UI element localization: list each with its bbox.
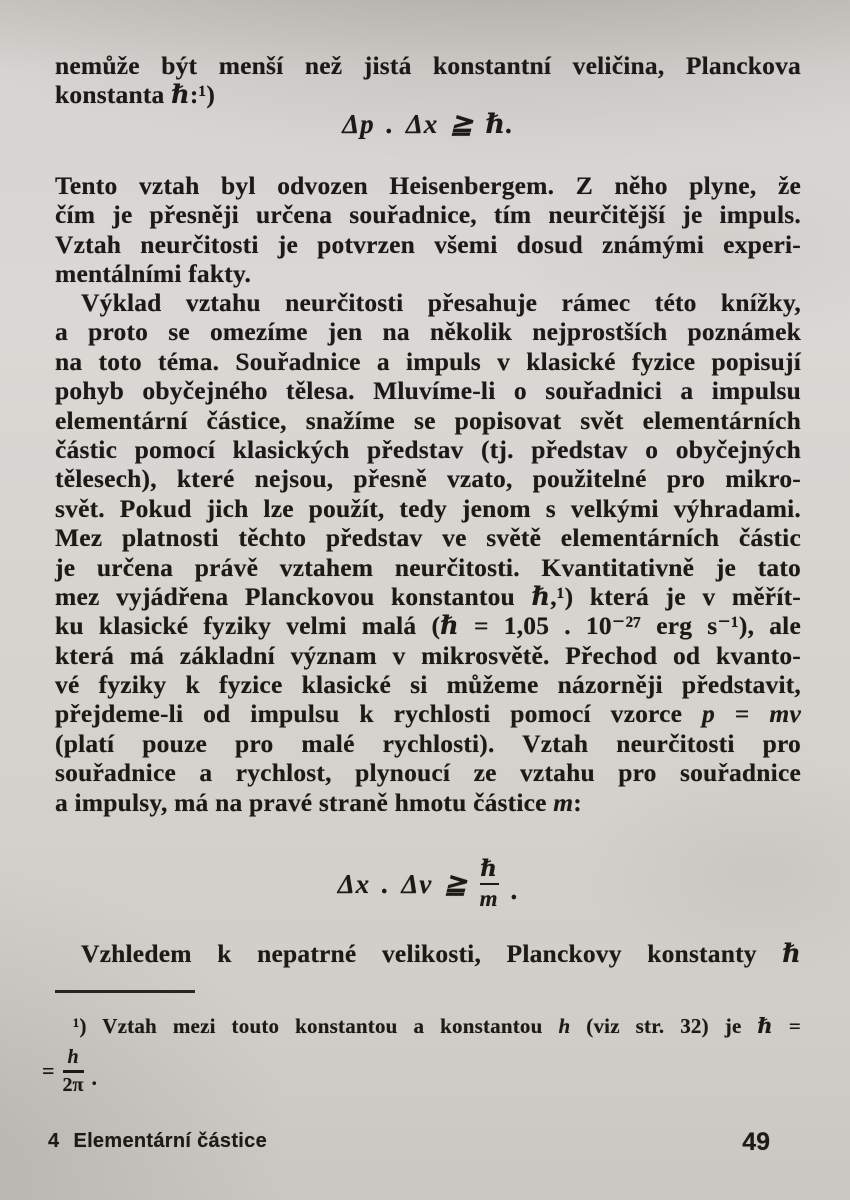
text-line: (platí pouze pro malé rychlosti). Vztah neurčitosti pro (55, 728, 801, 758)
text-segment: a impulsy, má na pravé straně hmotu částice (55, 787, 554, 817)
variable-h: h (558, 1014, 571, 1038)
fraction-denominator: m (479, 886, 499, 912)
text-line: Vztah neurčitosti je potvrzen všemi dosud známými experi- (55, 229, 801, 259)
equation-momentum-position-uncertainty (55, 106, 801, 142)
text-line: čím je přesněji určena souřadnice, tím neurčitější je impuls. (55, 200, 801, 230)
equals-sign: = (714, 699, 770, 729)
text-line: na toto téma. Souřadnice a impuls v klasické fyzice popisují (55, 346, 801, 376)
text-line: a proto se omezíme jen na několik nejprostších poznámek (55, 317, 801, 347)
equation-period: . (510, 875, 519, 905)
text-segment: (viz str. 32) je ℏ = (570, 1014, 801, 1038)
equals-sign: = (42, 1058, 55, 1084)
text-line-particle-mass (55, 788, 801, 817)
equation-left-side: Δx . Δv ≧ (337, 869, 468, 899)
equation-expression: Δp . Δx ≧ ℏ. (342, 109, 514, 139)
fraction-bar (480, 883, 499, 886)
text-line: pohyb obyčejného tělesa. Mluvíme-li o souřadnici a impulsu (55, 376, 801, 406)
text-line: vé fyziky k fyzice klasické si můžeme názorněji představit, (55, 670, 801, 700)
text-line: mentálními fakty. (55, 259, 252, 289)
page-number: 49 (742, 1128, 770, 1156)
text-line: svět. Pokud jich lze použít, tedy jenom s velkými výhradami. (55, 493, 801, 523)
text-line: která má základní význam v mikrosvětě. Přechod od kvanto- (55, 640, 801, 670)
text-line: elementární částice, snažíme se popisovat svět elementárních (55, 405, 801, 435)
equation-velocity-uncertainty (55, 842, 801, 926)
text-line: ku klasické fyziky velmi malá (ℏ = 1,05 . 10⁻²⁷ erg s⁻¹), ale (55, 611, 801, 641)
footnote-fraction-line (42, 1046, 97, 1097)
text-line: částic pomocí klasických představ (tj. představ o obyčejných (55, 434, 801, 464)
text-segment: ¹) Vztah mezi touto konstantou a konstantou (73, 1014, 559, 1038)
fraction-hbar-over-m (480, 856, 499, 913)
colon: : (573, 787, 582, 817)
text-line: nemůže být menší než jistá konstantní veličina, Planckova (55, 51, 801, 80)
variable-m: m (769, 699, 790, 729)
text-line: konstanta ℏ:¹) (55, 80, 216, 110)
fraction-numerator: ℏ (480, 855, 498, 881)
footnote-period: . (91, 1065, 98, 1091)
footnote-line (55, 1013, 801, 1040)
variable-m: m (553, 787, 574, 817)
footnote (55, 1013, 801, 1040)
text-line: Vzhledem k nepatrné velikosti, Planckovy konstanty ℏ (81, 939, 801, 968)
variable-v: v (789, 699, 801, 729)
fraction-bar (63, 1070, 84, 1073)
fraction-numerator: h (67, 1046, 79, 1068)
fraction-h-over-2pi (63, 1046, 84, 1097)
text-line: mez vyjádřena Planckovou konstantou ℏ,¹) která je v měřít- (55, 581, 801, 611)
text-line: Tento vztah byl odvozen Heisenbergem. Z něho plyne, že (55, 171, 801, 200)
book-title: Elementární částice (73, 1130, 268, 1152)
paragraph-planck-constant (55, 51, 801, 110)
text-segment: přejdeme-li od impulsu k rychlosti pomocí vzorce (55, 699, 702, 729)
text-line: Mez platnosti těchto představ ve světě elementárních částic (55, 523, 801, 553)
text-line: je určena právě vztahem neurčitosti. Kvantitativně je tato (55, 552, 801, 582)
variable-p: p (702, 699, 715, 729)
running-footer (48, 1130, 267, 1153)
text-line: Výklad vztahu neurčitosti přesahuje rámec této knížky, (81, 288, 801, 317)
text-line: tělesech), které nejsou, přesně vzato, použitelné pro mikro- (55, 464, 801, 494)
paragraph-heisenberg (55, 171, 801, 289)
text-line: souřadnice a rychlost, plynoucí ze vztahu pro souřadnice (55, 758, 801, 788)
text-line-momentum-formula (55, 699, 801, 728)
paragraph-vzhledem (55, 939, 801, 968)
paragraph-uncertainty-discussion (55, 288, 801, 817)
fraction-denominator: 2π (62, 1073, 84, 1096)
signature-mark: 4 (48, 1130, 60, 1152)
footnote-divider (55, 990, 195, 993)
